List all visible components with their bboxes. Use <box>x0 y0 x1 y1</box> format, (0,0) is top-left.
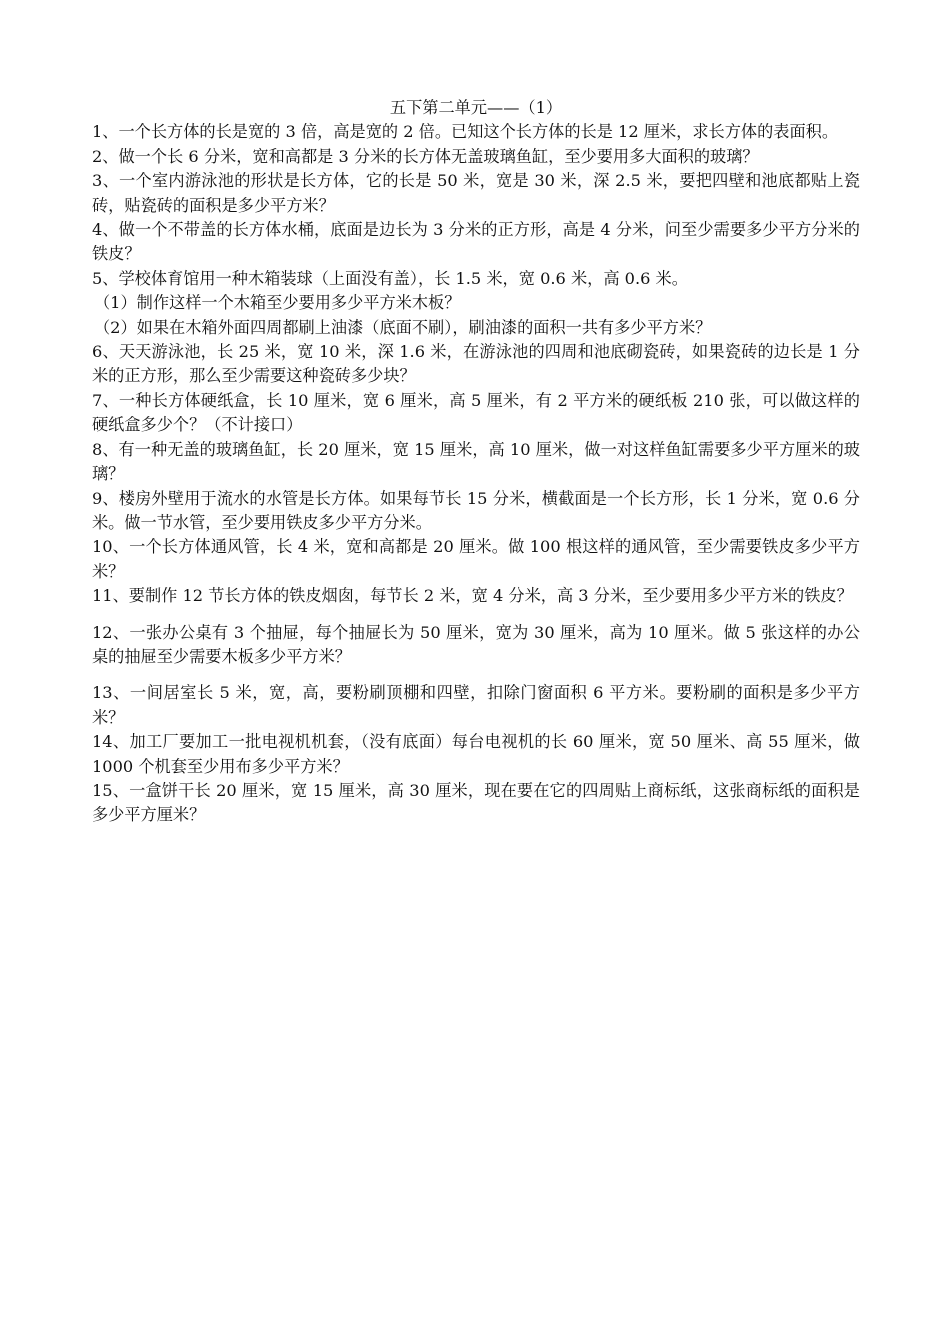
question-12: 12、一张办公桌有 3 个抽屉，每个抽屉长为 50 厘米，宽为 30 厘米，高为 10 厘米。做 5 张这样的办公桌的抽屉至少需要木板多少平方米？ <box>92 622 860 666</box>
question-8: 8、有一种无盖的玻璃鱼缸，长 20 厘米，宽 15 厘米，高 10 厘米，做一对这样鱼缸需要多少平方厘米的玻璃？ <box>92 439 860 484</box>
question-2: 2、做一个长 6 分米，宽和高都是 3 分米的长方体无盖玻璃鱼缸，至少要用多大面积的玻璃？ <box>92 146 759 166</box>
question-9: 9、楼房外壁用于流水的水管是长方体。如果每节长 15 分米，横截面是一个长方形，长 1 分米，宽 0.6 分米。做一节水管，至少要用铁皮多少平方分米。 <box>92 488 860 532</box>
question-11: 11、要制作 12 节长方体的铁皮烟囱，每节长 2 米，宽 4 分米，高 3 分米，至少要用多少平方米的铁皮？ <box>92 586 853 606</box>
question-1: 1、一个长方体的长是宽的 3 倍，高是宽的 2 倍。已知这个长方体的长是 12 厘米，求长方体的表面积。 <box>92 122 839 142</box>
question-5: 5、学校体育馆用一种木箱装球（上面没有盖），长 1.5 米，宽 0.6 米，高 0.6 米。 <box>92 268 688 288</box>
question-5-part-2: （2）如果在木箱外面四周都刷上油漆（底面不刷），刷油漆的面积一共有多少平方米？ <box>94 317 712 337</box>
question-15: 15、一盒饼干长 20 厘米，宽 15 厘米，高 30 厘米，现在要在它的四周贴上商标纸，这张商标纸的面积是多少平方厘米？ <box>92 780 860 825</box>
question-14: 14、加工厂要加工一批电视机机套，（没有底面）每台电视机的长 60 厘米，宽 50 厘米、高 55 厘米，做 1000 个机套至少用布多少平方米？ <box>92 732 860 776</box>
question-10: 10、一个长方体通风管，长 4 米，宽和高都是 20 厘米。做 100 根这样的通风管，至少需要铁皮多少平方米？ <box>92 537 860 581</box>
question-3: 3、一个室内游泳池的形状是长方体，它的长是 50 米，宽是 30 米，深 2.5 米，要把四壁和池底都贴上瓷 砖，贴瓷砖的面积是多少平方米？ <box>92 171 860 215</box>
question-7: 7、一种长方体硬纸盒，长 10 厘米，宽 6 厘米，高 5 厘米，有 2 平方米的硬纸板 210 张，可以做这样的硬纸盒多少个？（不计接口） <box>92 390 860 435</box>
document-body <box>92 96 860 828</box>
question-5-part-1: （1）制作这样一个木箱至少要用多少平方米木板？ <box>94 293 461 313</box>
page-title: 五下第二单元——（1） <box>389 98 563 117</box>
question-13: 13、一间居室长 5 米，宽，高，要粉刷顶棚和四壁，扣除门窗面积 6 平方米。要粉刷的面积是多少平方米？ <box>92 683 860 727</box>
question-4: 4、做一个不带盖的长方体水桶，底面是边长为 3 分米的正方形，高是 4 分米，问至少需要多少平方分米的铁皮？ <box>92 220 860 264</box>
question-6: 6、天天游泳池，长 25 米，宽 10 米，深 1.6 米，在游泳池的四周和池底砌瓷砖，如果瓷砖的边长是 1 分米的正方形，那么至少需要这种瓷砖多少块？ <box>92 342 860 386</box>
